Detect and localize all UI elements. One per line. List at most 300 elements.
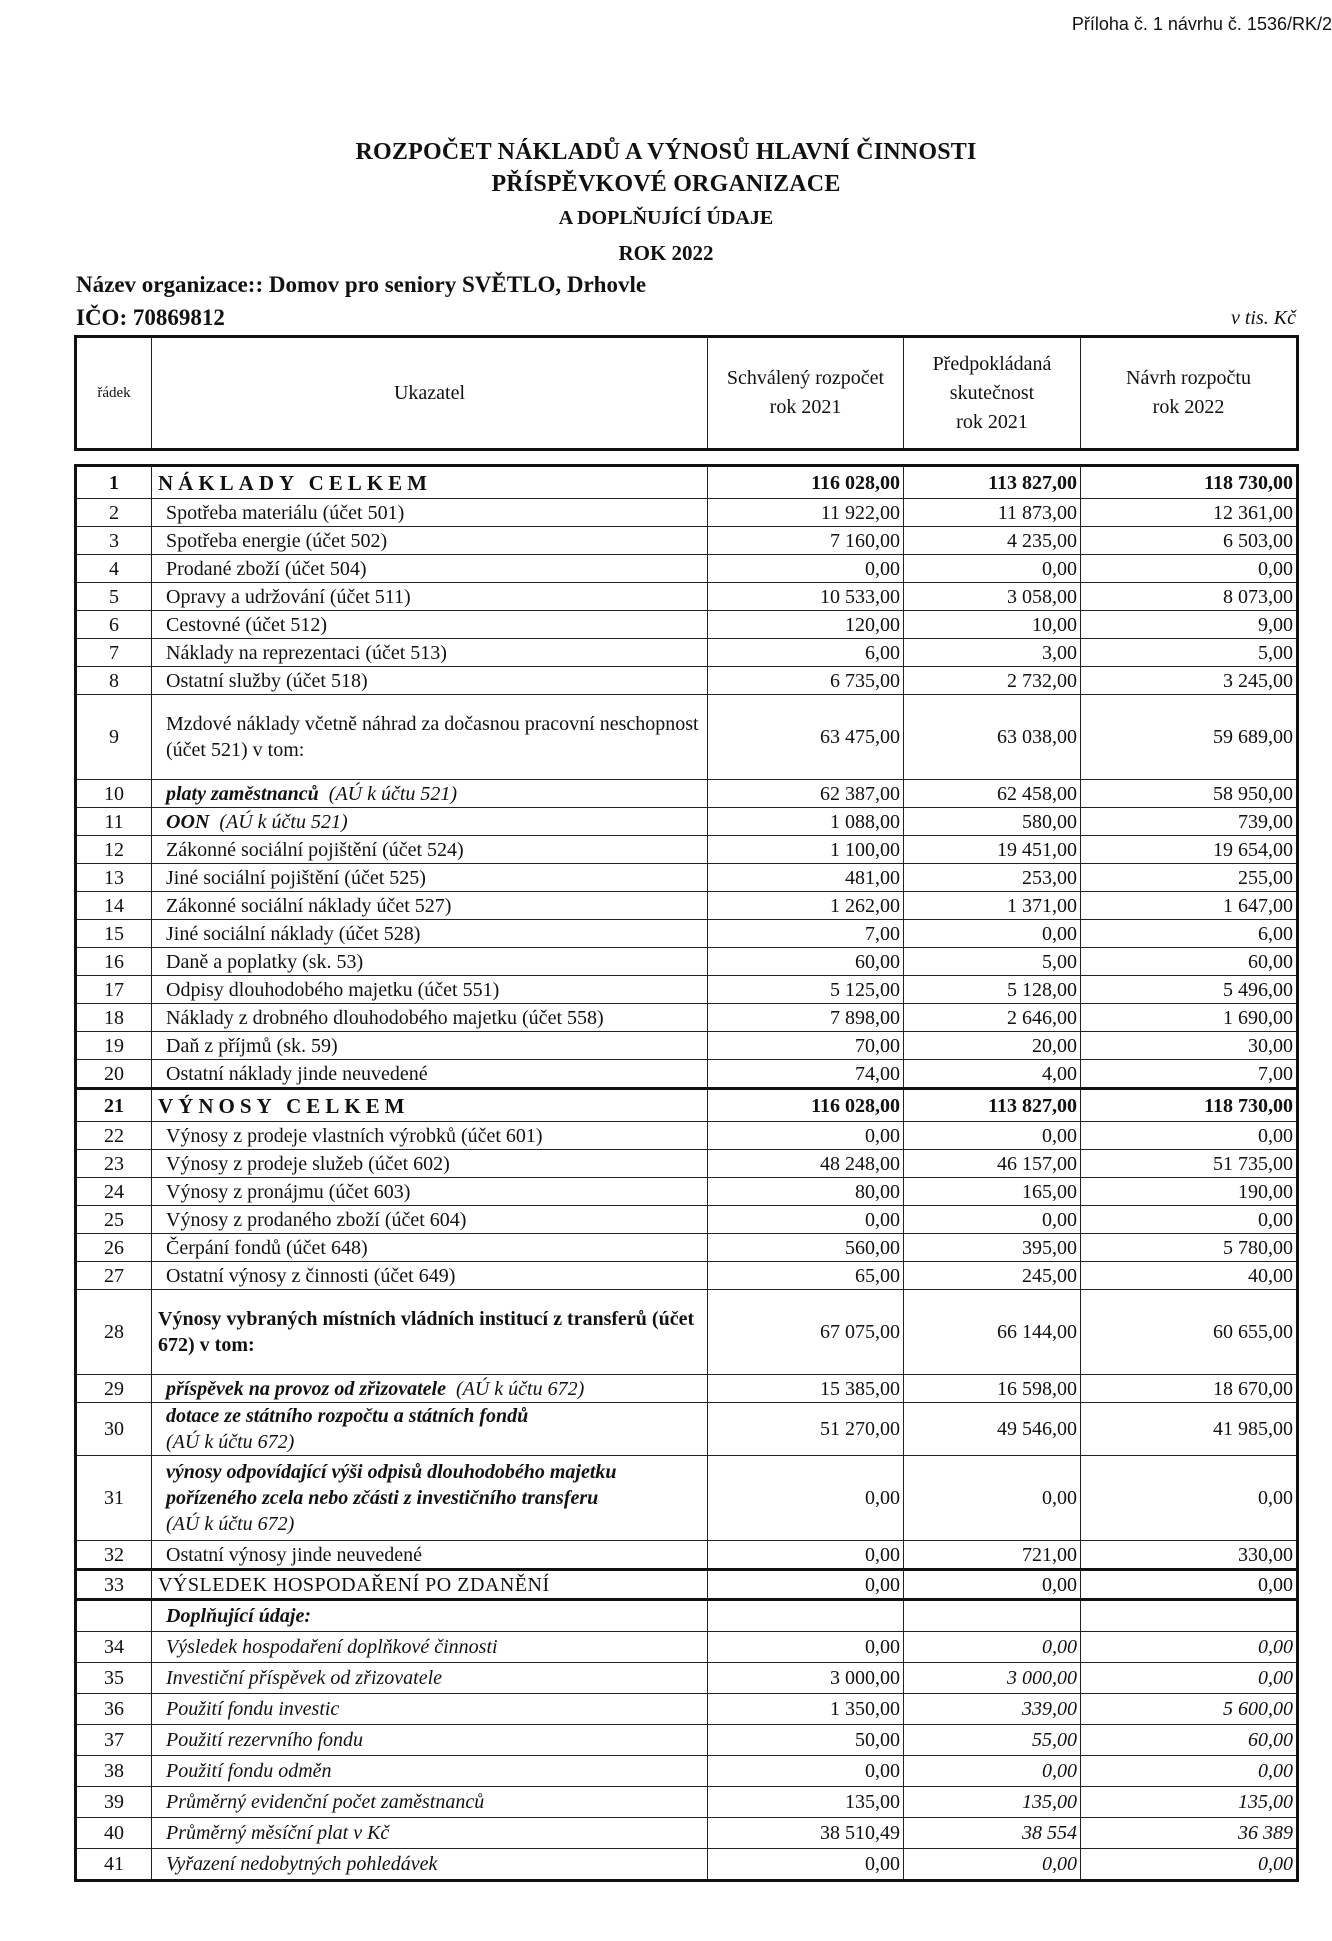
row-label-text: Náklady z drobného dlouhodobého majetku (účet 558) — [166, 1006, 604, 1029]
row-number: 5 — [76, 583, 152, 611]
table-row — [76, 1725, 1298, 1756]
value-expected-2021: 66 144,00 — [904, 1290, 1081, 1375]
table-row — [76, 527, 1298, 555]
title-line-1: ROZPOČET NÁKLADŮ A VÝNOSŮ HLAVNÍ ČINNOSTI — [355, 139, 977, 165]
table-row — [76, 1089, 1298, 1122]
value-expected-2021: 38 554 — [904, 1818, 1081, 1849]
value-proposal-2022: 739,00 — [1081, 808, 1298, 836]
row-number — [76, 1600, 152, 1632]
value-expected-2021: 3,00 — [904, 639, 1081, 667]
row-number: 41 — [76, 1849, 152, 1881]
row-number: 33 — [76, 1570, 152, 1600]
row-label-note: (AÚ k účtu 672) — [455, 1377, 585, 1400]
value-approved-2021: 1 088,00 — [708, 808, 904, 836]
table-row — [76, 1570, 1298, 1600]
value-proposal-2022: 118 730,00 — [1081, 466, 1298, 499]
value-expected-2021: 1 371,00 — [904, 892, 1081, 920]
row-number: 27 — [76, 1262, 152, 1290]
row-label-text: Doplňující údaje: — [166, 1605, 312, 1627]
row-number: 9 — [76, 695, 152, 780]
value-proposal-2022: 60,00 — [1081, 948, 1298, 976]
value-proposal-2022: 9,00 — [1081, 611, 1298, 639]
row-label-text: OON — [166, 810, 210, 833]
row-number: 25 — [76, 1206, 152, 1234]
value-approved-2021: 135,00 — [708, 1787, 904, 1818]
row-label-text: Zákonné sociální náklady účet 527) — [166, 894, 452, 917]
row-label-text: Spotřeba materiálu (účet 501) — [166, 501, 405, 524]
value-proposal-2022: 5 600,00 — [1081, 1694, 1298, 1725]
row-number: 2 — [76, 499, 152, 527]
row-label — [152, 1456, 708, 1541]
value-proposal-2022: 0,00 — [1081, 1632, 1298, 1663]
row-label — [152, 1787, 708, 1818]
value-expected-2021: 0,00 — [904, 1570, 1081, 1600]
table-row — [76, 639, 1298, 667]
value-proposal-2022: 36 389 — [1081, 1818, 1298, 1849]
value-proposal-2022: 0,00 — [1081, 1849, 1298, 1881]
row-label-text: NÁKLADY CELKEM — [158, 470, 432, 495]
value-proposal-2022: 30,00 — [1081, 1032, 1298, 1060]
value-expected-2021: 0,00 — [904, 1849, 1081, 1881]
value-expected-2021: 339,00 — [904, 1694, 1081, 1725]
table-row — [76, 1663, 1298, 1694]
value-approved-2021: 11 922,00 — [708, 499, 904, 527]
row-label — [152, 948, 708, 976]
col-expected-line3: rok 2021 — [956, 410, 1028, 433]
value-approved-2021: 0,00 — [708, 1456, 904, 1541]
col-expected-line2: skutečnost — [949, 381, 1035, 404]
row-label — [152, 1725, 708, 1756]
table-row — [76, 920, 1298, 948]
value-expected-2021: 0,00 — [904, 1122, 1081, 1150]
value-approved-2021: 6,00 — [708, 639, 904, 667]
row-label — [152, 1262, 708, 1290]
value-expected-2021: 3 000,00 — [904, 1663, 1081, 1694]
row-label-text: Použití fondu investic — [166, 1698, 340, 1720]
row-label-text: Výnosy z prodeje vlastních výrobků (účet 601) — [166, 1124, 543, 1147]
table-row — [76, 1178, 1298, 1206]
value-approved-2021: 63 475,00 — [708, 695, 904, 780]
value-approved-2021: 67 075,00 — [708, 1290, 904, 1375]
value-approved-2021: 80,00 — [708, 1178, 904, 1206]
value-approved-2021: 0,00 — [708, 1206, 904, 1234]
value-expected-2021 — [904, 1600, 1081, 1632]
table-row — [76, 892, 1298, 920]
row-label-note: (AÚ k účtu 521) — [219, 810, 348, 833]
value-approved-2021: 10 533,00 — [708, 583, 904, 611]
value-approved-2021: 0,00 — [708, 1541, 904, 1570]
row-number: 37 — [76, 1725, 152, 1756]
value-proposal-2022: 0,00 — [1081, 1122, 1298, 1150]
table-row — [76, 1456, 1298, 1541]
row-number: 12 — [76, 836, 152, 864]
col-row-number: řádek — [76, 337, 152, 450]
value-proposal-2022: 1 690,00 — [1081, 1004, 1298, 1032]
row-label-text: Investiční příspěvek od zřizovatele — [166, 1667, 443, 1689]
table-row — [76, 466, 1298, 499]
table-row — [76, 1290, 1298, 1375]
row-number: 39 — [76, 1787, 152, 1818]
row-number: 35 — [76, 1663, 152, 1694]
value-expected-2021: 46 157,00 — [904, 1150, 1081, 1178]
budget-table-header — [74, 335, 1299, 451]
row-label-text: Cestovné (účet 512) — [166, 613, 328, 636]
table-row — [76, 499, 1298, 527]
row-label — [152, 639, 708, 667]
row-label — [152, 976, 708, 1004]
value-expected-2021: 0,00 — [904, 1756, 1081, 1787]
row-label-note: (AÚ k účtu 672) — [166, 1431, 295, 1453]
row-label-text: platy zaměstnanců — [166, 782, 319, 805]
value-expected-2021: 113 827,00 — [904, 1089, 1081, 1122]
value-expected-2021: 4 235,00 — [904, 527, 1081, 555]
value-approved-2021: 7 160,00 — [708, 527, 904, 555]
value-approved-2021: 7,00 — [708, 920, 904, 948]
table-row — [76, 1694, 1298, 1725]
row-number: 23 — [76, 1150, 152, 1178]
row-label — [152, 1122, 708, 1150]
value-proposal-2022: 59 689,00 — [1081, 695, 1298, 780]
table-row — [76, 1600, 1298, 1632]
table-row — [76, 1032, 1298, 1060]
row-label-text: Ostatní náklady jinde neuvedené — [166, 1062, 428, 1085]
value-approved-2021 — [708, 1600, 904, 1632]
value-proposal-2022: 5,00 — [1081, 639, 1298, 667]
row-number: 8 — [76, 667, 152, 695]
table-row — [76, 1756, 1298, 1787]
row-label-text: Spotřeba energie (účet 502) — [166, 529, 388, 552]
row-number: 3 — [76, 527, 152, 555]
value-proposal-2022: 5 780,00 — [1081, 1234, 1298, 1262]
row-label-text: Náklady na reprezentaci (účet 513) — [166, 641, 447, 664]
value-proposal-2022: 19 654,00 — [1081, 836, 1298, 864]
row-number: 17 — [76, 976, 152, 1004]
value-approved-2021: 7 898,00 — [708, 1004, 904, 1032]
row-number: 40 — [76, 1818, 152, 1849]
value-proposal-2022: 3 245,00 — [1081, 667, 1298, 695]
row-label — [152, 1694, 708, 1725]
row-label — [152, 1150, 708, 1178]
row-label — [152, 527, 708, 555]
value-proposal-2022: 6,00 — [1081, 920, 1298, 948]
table-row — [76, 1122, 1298, 1150]
row-label-text: Prodané zboží (účet 504) — [166, 557, 367, 580]
value-proposal-2022: 60,00 — [1081, 1725, 1298, 1756]
table-row — [76, 1234, 1298, 1262]
row-label — [152, 555, 708, 583]
value-approved-2021: 0,00 — [708, 1570, 904, 1600]
value-expected-2021: 0,00 — [904, 555, 1081, 583]
col-indicator: Ukazatel — [152, 337, 708, 450]
row-number: 16 — [76, 948, 152, 976]
row-number: 22 — [76, 1122, 152, 1150]
value-expected-2021: 16 598,00 — [904, 1375, 1081, 1403]
col-approved-line2: rok 2021 — [769, 396, 842, 418]
value-proposal-2022 — [1081, 1600, 1298, 1632]
row-number: 28 — [76, 1290, 152, 1375]
row-label — [152, 1818, 708, 1849]
row-label-text: VÝSLEDEK HOSPODAŘENÍ PO ZDANĚNÍ — [158, 1573, 550, 1596]
col-proposal-line1: Návrh rozpočtu — [1126, 367, 1251, 389]
row-label — [152, 780, 708, 808]
value-expected-2021: 0,00 — [904, 920, 1081, 948]
value-approved-2021: 1 100,00 — [708, 836, 904, 864]
row-label-text: příspěvek na provoz od zřizovatele — [166, 1377, 446, 1400]
value-approved-2021: 481,00 — [708, 864, 904, 892]
row-label — [152, 1032, 708, 1060]
value-proposal-2022: 0,00 — [1081, 1456, 1298, 1541]
table-row — [76, 667, 1298, 695]
value-proposal-2022: 135,00 — [1081, 1787, 1298, 1818]
value-approved-2021: 62 387,00 — [708, 780, 904, 808]
row-label-text: Jiné sociální náklady (účet 528) — [166, 922, 421, 945]
col-expected-2021 — [904, 337, 1081, 450]
table-row — [76, 695, 1298, 780]
value-expected-2021: 19 451,00 — [904, 836, 1081, 864]
row-label-text: Výnosy z prodaného zboží (účet 604) — [166, 1208, 467, 1231]
table-row — [76, 611, 1298, 639]
row-label — [152, 836, 708, 864]
title-year: ROK 2022 — [618, 241, 714, 265]
col-approved-line1: Schválený rozpočet — [726, 367, 885, 389]
row-label-text: Výnosy vybraných místních vládních institucí z transferů (účet 672) v tom: — [158, 1308, 695, 1356]
value-approved-2021: 1 350,00 — [708, 1694, 904, 1725]
value-proposal-2022: 51 735,00 — [1081, 1150, 1298, 1178]
value-expected-2021: 0,00 — [904, 1206, 1081, 1234]
row-label-text: Mzdové náklady včetně náhrad za dočasnou pracovní neschopnost (účet 521) v tom: — [166, 713, 699, 761]
value-approved-2021: 38 510,49 — [708, 1818, 904, 1849]
value-proposal-2022: 58 950,00 — [1081, 780, 1298, 808]
table-row — [76, 836, 1298, 864]
row-number: 36 — [76, 1694, 152, 1725]
value-expected-2021: 165,00 — [904, 1178, 1081, 1206]
row-label-text: Použití rezervního fondu — [166, 1729, 364, 1751]
table-row — [76, 1541, 1298, 1570]
value-proposal-2022: 0,00 — [1081, 1663, 1298, 1694]
value-approved-2021: 15 385,00 — [708, 1375, 904, 1403]
row-label-text: Průměrný evidenční počet zaměstnanců — [166, 1791, 485, 1813]
value-proposal-2022: 12 361,00 — [1081, 499, 1298, 527]
organization-ico: IČO: 70869812 — [76, 305, 225, 330]
value-expected-2021: 62 458,00 — [904, 780, 1081, 808]
value-approved-2021: 6 735,00 — [708, 667, 904, 695]
document-title-block — [0, 136, 1332, 270]
row-number: 34 — [76, 1632, 152, 1663]
row-number: 11 — [76, 808, 152, 836]
table-row — [76, 1206, 1298, 1234]
value-expected-2021: 3 058,00 — [904, 583, 1081, 611]
row-label-text: VÝNOSY CELKEM — [158, 1093, 410, 1118]
row-label — [152, 1570, 708, 1600]
table-row — [76, 1004, 1298, 1032]
row-label-text: Čerpání fondů (účet 648) — [166, 1236, 368, 1259]
value-proposal-2022: 60 655,00 — [1081, 1290, 1298, 1375]
col-proposal-2022 — [1081, 337, 1298, 450]
budget-table-body — [76, 466, 1298, 1881]
value-proposal-2022: 190,00 — [1081, 1178, 1298, 1206]
row-label-note: (AÚ k účtu 672) — [166, 1513, 295, 1535]
table-row — [76, 1060, 1298, 1089]
value-proposal-2022: 118 730,00 — [1081, 1089, 1298, 1122]
row-label — [152, 892, 708, 920]
table-row — [76, 864, 1298, 892]
row-label-note: (AÚ k účtu 521) — [328, 782, 458, 805]
row-label-text: Ostatní výnosy z činnosti (účet 649) — [166, 1264, 456, 1287]
row-label — [152, 1375, 708, 1403]
value-expected-2021: 20,00 — [904, 1032, 1081, 1060]
value-approved-2021: 65,00 — [708, 1262, 904, 1290]
organization-name: Název organizace:: Domov pro seniory SVĚTLO, Drhovle — [76, 272, 647, 297]
value-expected-2021: 11 873,00 — [904, 499, 1081, 527]
table-row — [76, 1262, 1298, 1290]
row-label — [152, 1600, 708, 1632]
value-approved-2021: 560,00 — [708, 1234, 904, 1262]
value-proposal-2022: 255,00 — [1081, 864, 1298, 892]
row-label — [152, 667, 708, 695]
row-label — [152, 1060, 708, 1089]
value-proposal-2022: 18 670,00 — [1081, 1375, 1298, 1403]
budget-table — [74, 464, 1299, 1882]
title-line-2: PŘÍSPĚVKOVÉ ORGANIZACE — [491, 171, 841, 197]
row-label — [152, 1206, 708, 1234]
table-row — [76, 1632, 1298, 1663]
value-approved-2021: 74,00 — [708, 1060, 904, 1089]
table-row — [76, 948, 1298, 976]
row-number: 15 — [76, 920, 152, 948]
value-approved-2021: 5 125,00 — [708, 976, 904, 1004]
row-label-text: Vyřazení nedobytných pohledávek — [166, 1853, 438, 1875]
row-label-text: dotace ze státního rozpočtu a státních fondů — [166, 1405, 529, 1427]
value-approved-2021: 70,00 — [708, 1032, 904, 1060]
row-number: 13 — [76, 864, 152, 892]
row-label — [152, 1632, 708, 1663]
row-label-text: Daň z příjmů (sk. 59) — [166, 1034, 338, 1057]
table-row — [76, 1849, 1298, 1881]
row-label — [152, 1541, 708, 1570]
value-approved-2021: 1 262,00 — [708, 892, 904, 920]
row-label-text: Ostatní výnosy jinde neuvedené — [166, 1543, 423, 1566]
value-proposal-2022: 5 496,00 — [1081, 976, 1298, 1004]
table-row — [76, 1375, 1298, 1403]
row-label — [152, 1290, 708, 1375]
value-expected-2021: 5,00 — [904, 948, 1081, 976]
value-expected-2021: 253,00 — [904, 864, 1081, 892]
value-expected-2021: 2 732,00 — [904, 667, 1081, 695]
col-approved-2021 — [708, 337, 904, 450]
table-row — [76, 976, 1298, 1004]
value-approved-2021: 50,00 — [708, 1725, 904, 1756]
row-number: 31 — [76, 1456, 152, 1541]
row-label — [152, 499, 708, 527]
value-expected-2021: 580,00 — [904, 808, 1081, 836]
value-approved-2021: 60,00 — [708, 948, 904, 976]
row-label-text: Opravy a udržování (účet 511) — [166, 585, 411, 608]
row-number: 19 — [76, 1032, 152, 1060]
table-row — [76, 1403, 1298, 1456]
table-row — [76, 1787, 1298, 1818]
row-label-text: Ostatní služby (účet 518) — [166, 669, 368, 692]
table-row — [76, 583, 1298, 611]
row-number: 4 — [76, 555, 152, 583]
value-approved-2021: 0,00 — [708, 555, 904, 583]
row-number: 21 — [76, 1089, 152, 1122]
row-label — [152, 1756, 708, 1787]
value-proposal-2022: 0,00 — [1081, 555, 1298, 583]
row-number: 24 — [76, 1178, 152, 1206]
row-number: 7 — [76, 639, 152, 667]
table-row — [76, 555, 1298, 583]
row-label-text: Výnosy z prodeje služeb (účet 602) — [166, 1152, 450, 1175]
row-number: 1 — [76, 466, 152, 499]
unit-label: v tis. Kč — [1231, 307, 1296, 329]
attachment-reference: Příloha č. 1 návrhu č. 1536/RK/2 — [1071, 14, 1332, 34]
value-expected-2021: 5 128,00 — [904, 976, 1081, 1004]
title-line-3: A DOPLŇUJÍCÍ ÚDAJE — [558, 207, 774, 229]
value-proposal-2022: 330,00 — [1081, 1541, 1298, 1570]
col-proposal-line2: rok 2022 — [1152, 396, 1225, 418]
row-number: 30 — [76, 1403, 152, 1456]
value-approved-2021: 0,00 — [708, 1122, 904, 1150]
value-approved-2021: 120,00 — [708, 611, 904, 639]
value-proposal-2022: 0,00 — [1081, 1206, 1298, 1234]
row-number: 29 — [76, 1375, 152, 1403]
row-label-text: Jiné sociální pojištění (účet 525) — [166, 866, 426, 889]
value-approved-2021: 116 028,00 — [708, 1089, 904, 1122]
row-label — [152, 1089, 708, 1122]
value-expected-2021: 55,00 — [904, 1725, 1081, 1756]
row-label — [152, 864, 708, 892]
value-expected-2021: 135,00 — [904, 1787, 1081, 1818]
row-number: 26 — [76, 1234, 152, 1262]
row-label-text: výnosy odpovídající výši odpisů dlouhodobého majetku pořízeného zcela nebo zčásti z investičního transferu — [166, 1461, 617, 1509]
row-label — [152, 611, 708, 639]
row-label-text: Odpisy dlouhodobého majetku (účet 551) — [166, 978, 500, 1001]
value-approved-2021: 51 270,00 — [708, 1403, 904, 1456]
row-label — [152, 1178, 708, 1206]
value-expected-2021: 63 038,00 — [904, 695, 1081, 780]
row-label — [152, 1403, 708, 1456]
row-number: 14 — [76, 892, 152, 920]
value-approved-2021: 3 000,00 — [708, 1663, 904, 1694]
value-expected-2021: 395,00 — [904, 1234, 1081, 1262]
value-proposal-2022: 41 985,00 — [1081, 1403, 1298, 1456]
row-label — [152, 920, 708, 948]
value-approved-2021: 0,00 — [708, 1756, 904, 1787]
value-expected-2021: 113 827,00 — [904, 466, 1081, 499]
row-label — [152, 1663, 708, 1694]
value-proposal-2022: 0,00 — [1081, 1756, 1298, 1787]
value-proposal-2022: 8 073,00 — [1081, 583, 1298, 611]
value-expected-2021: 2 646,00 — [904, 1004, 1081, 1032]
value-proposal-2022: 1 647,00 — [1081, 892, 1298, 920]
row-label-text: Výnosy z pronájmu (účet 603) — [166, 1180, 411, 1203]
value-proposal-2022: 6 503,00 — [1081, 527, 1298, 555]
row-label — [152, 1004, 708, 1032]
value-approved-2021: 116 028,00 — [708, 466, 904, 499]
value-expected-2021: 10,00 — [904, 611, 1081, 639]
row-label-text: Použití fondu odměn — [166, 1760, 332, 1782]
row-number: 38 — [76, 1756, 152, 1787]
row-label-text: Výsledek hospodaření doplňkové činnosti — [166, 1636, 498, 1658]
row-label-text: Průměrný měsíční plat v Kč — [166, 1822, 390, 1844]
value-proposal-2022: 7,00 — [1081, 1060, 1298, 1089]
row-number: 6 — [76, 611, 152, 639]
row-number: 32 — [76, 1541, 152, 1570]
value-expected-2021: 4,00 — [904, 1060, 1081, 1089]
table-row — [76, 1818, 1298, 1849]
value-expected-2021: 0,00 — [904, 1456, 1081, 1541]
col-expected-line1: Předpokládaná — [932, 352, 1052, 375]
